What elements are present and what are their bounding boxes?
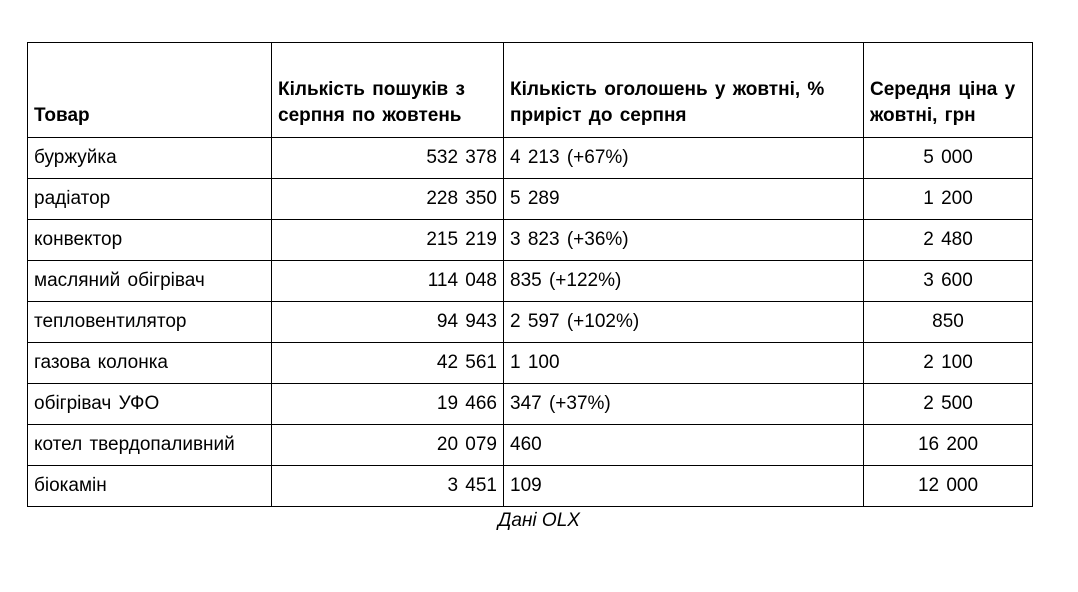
cell-price: 2 480 <box>864 220 1033 261</box>
cell-listings: 347 (+37%) <box>504 384 864 425</box>
cell-searches: 42 561 <box>272 343 504 384</box>
cell-searches: 3 451 <box>272 466 504 507</box>
header-searches: Кількість пошуків з серпня по жовтень <box>272 43 504 138</box>
cell-product: обігрівач УФО <box>28 384 272 425</box>
cell-listings: 4 213 (+67%) <box>504 138 864 179</box>
cell-product: конвектор <box>28 220 272 261</box>
cell-listings: 835 (+122%) <box>504 261 864 302</box>
cell-price: 2 100 <box>864 343 1033 384</box>
cell-searches: 19 466 <box>272 384 504 425</box>
cell-searches: 20 079 <box>272 425 504 466</box>
heaters-table <box>27 42 1033 507</box>
cell-listings: 2 597 (+102%) <box>504 302 864 343</box>
source-caption: Дані OLX <box>498 510 580 531</box>
cell-searches: 114 048 <box>272 261 504 302</box>
table-row <box>28 261 1033 302</box>
table-row <box>28 138 1033 179</box>
cell-listings: 3 823 (+36%) <box>504 220 864 261</box>
cell-price: 1 200 <box>864 179 1033 220</box>
cell-listings: 5 289 <box>504 179 864 220</box>
table-row <box>28 302 1033 343</box>
cell-searches: 532 378 <box>272 138 504 179</box>
header-row <box>28 43 1033 138</box>
table-header <box>28 43 1033 138</box>
header-listings: Кількість оголошень у жовтні, % приріст до серпня <box>504 43 864 138</box>
cell-product: газова колонка <box>28 343 272 384</box>
table-row <box>28 220 1033 261</box>
cell-product: котел твердопаливний <box>28 425 272 466</box>
cell-price: 12 000 <box>864 466 1033 507</box>
cell-searches: 94 943 <box>272 302 504 343</box>
table-row <box>28 343 1033 384</box>
cell-price: 3 600 <box>864 261 1033 302</box>
cell-price: 16 200 <box>864 425 1033 466</box>
cell-price: 2 500 <box>864 384 1033 425</box>
cell-product: тепловентилятор <box>28 302 272 343</box>
cell-product: радіатор <box>28 179 272 220</box>
table-row <box>28 179 1033 220</box>
table-row <box>28 384 1033 425</box>
cell-price: 850 <box>864 302 1033 343</box>
table-row <box>28 466 1033 507</box>
cell-product: буржуйка <box>28 138 272 179</box>
table-row <box>28 425 1033 466</box>
cell-listings: 1 100 <box>504 343 864 384</box>
header-price: Середня ціна у жовтні, грн <box>864 43 1033 138</box>
cell-product: біокамін <box>28 466 272 507</box>
cell-listings: 109 <box>504 466 864 507</box>
cell-listings: 460 <box>504 425 864 466</box>
cell-searches: 215 219 <box>272 220 504 261</box>
table-body <box>28 138 1033 507</box>
header-product: Товар <box>28 43 272 138</box>
cell-price: 5 000 <box>864 138 1033 179</box>
cell-searches: 228 350 <box>272 179 504 220</box>
cell-product: масляний обігрівач <box>28 261 272 302</box>
